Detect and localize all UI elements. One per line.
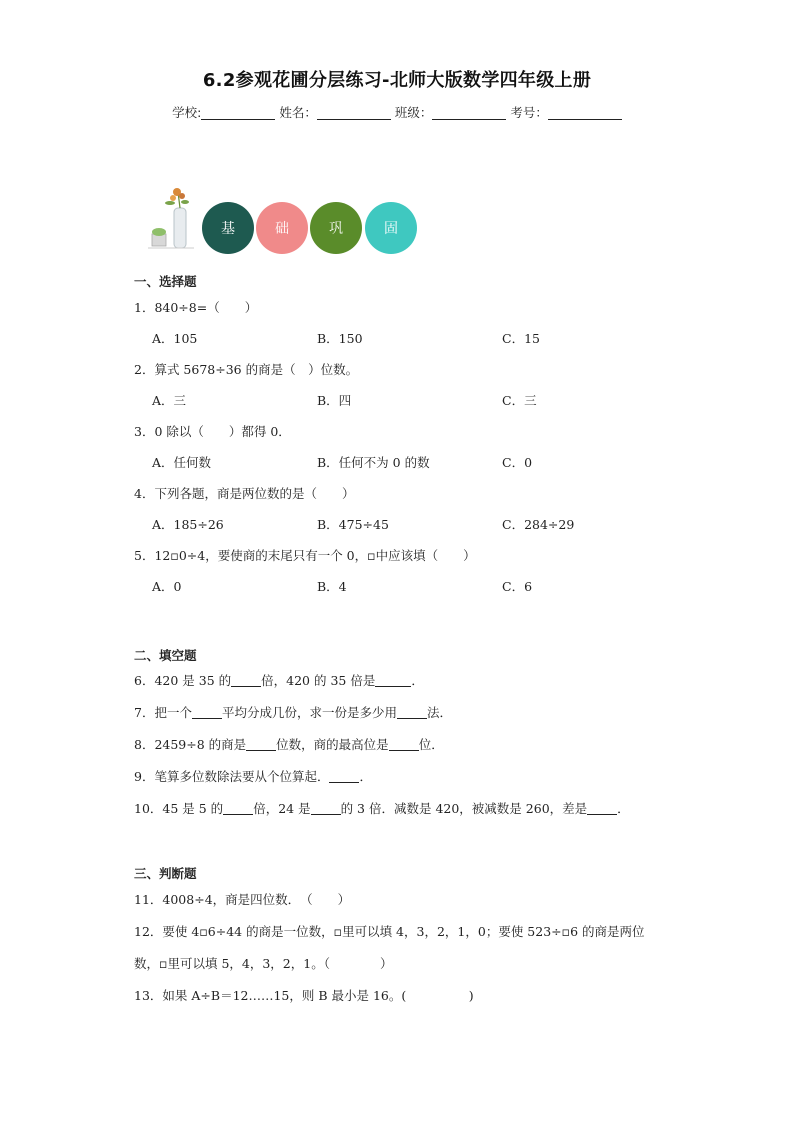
banner-circle-4: 固 [365, 202, 417, 254]
section-heading-judge: 三、判断题 [134, 866, 197, 881]
banner-circle-1: 基 [202, 202, 254, 254]
school-blank [201, 105, 275, 120]
section-heading-choice: 一、选择题 [134, 274, 197, 289]
banner-circle-2: 础 [256, 202, 308, 254]
class-label: 班级： [394, 105, 433, 120]
school-label: 学校: [172, 105, 202, 120]
answer-blank [311, 802, 341, 815]
answer-blank [397, 706, 427, 719]
q4-option-a: A．185÷26 [152, 517, 224, 532]
question-10: 10．45 是 5 的 倍，24 是 的 3 倍．减数是 420，被减数是 260，差是 ． [134, 801, 630, 816]
q1-option-c: C．15 [502, 331, 540, 346]
question-6: 6．420 是 35 的 倍，420 的 35 倍是 ． [134, 673, 424, 688]
answer-blank [375, 674, 411, 687]
banner-circle-3: 巩 [310, 202, 362, 254]
question-12-line-2: 数，▫里可以填 5，4，3，2，1。（ ） [134, 956, 393, 971]
class-blank [432, 105, 506, 120]
question-3: 3．0 除以（ ）都得 0． [134, 424, 291, 439]
q3-option-a: A．任何数 [152, 455, 212, 470]
student-info-line [0, 103, 794, 121]
question-12-line-1: 12．要使 4▫6÷44 的商是一位数，▫里可以填 4，3，2，1，0；要使 523÷▫6 的商是两位 [134, 924, 645, 939]
q4-option-b: B．475÷45 [317, 517, 389, 532]
q5-option-a: A．0 [152, 579, 182, 594]
exam-number-blank [548, 105, 622, 120]
q1-option-a: A．105 [152, 331, 198, 346]
answer-blank [246, 738, 276, 751]
q4-option-c: C．284÷29 [502, 517, 575, 532]
q2-option-b: B．四 [317, 393, 352, 408]
answer-blank [223, 802, 253, 815]
q5-option-c: C．6 [502, 579, 533, 594]
question-8: 8．2459÷8 的商是 位数，商的最高位是 位． [134, 737, 444, 752]
q1-option-b: B．150 [317, 331, 363, 346]
section-heading-fill: 二、填空题 [134, 648, 197, 663]
question-4: 4．下列各题，商是两位数的是（ ） [134, 486, 355, 501]
potted-plant-icon [148, 186, 198, 254]
question-2: 2．算式 5678÷36 的商是（ ）位数。 [134, 362, 359, 377]
answer-blank [329, 770, 359, 783]
q3-option-b: B．任何不为 0 的数 [317, 455, 430, 470]
answer-blank [192, 706, 222, 719]
q2-option-a: A．三 [152, 393, 187, 408]
answer-blank [389, 738, 419, 751]
name-blank [317, 105, 391, 120]
answer-blank [587, 802, 617, 815]
q3-option-c: C．0 [502, 455, 533, 470]
question-7: 7．把一个 平均分成几份，求一份是多少用 法． [134, 705, 452, 720]
q5-option-b: B．4 [317, 579, 347, 594]
exam-number-label: 考号： [510, 105, 548, 120]
question-5: 5．12▫0÷4，要使商的末尾只有一个 0，▫中应该填（ ） [134, 548, 476, 563]
name-label: 姓名： [279, 105, 317, 120]
question-11: 11．4008÷4，商是四位数． （ ） [134, 892, 351, 907]
question-1: 1．840÷8=（ ） [134, 300, 258, 315]
answer-blank [231, 674, 261, 687]
page-title: 6.2参观花圃分层练习-北师大版数学四年级上册 [202, 70, 592, 91]
question-9: 9．笔算多位数除法要从个位算起． ． [134, 769, 372, 784]
question-13: 13．如果 A÷B＝12……15，则 B 最小是 16。( ) [134, 988, 474, 1003]
section-banner [148, 186, 448, 258]
q2-option-c: C．三 [502, 393, 537, 408]
